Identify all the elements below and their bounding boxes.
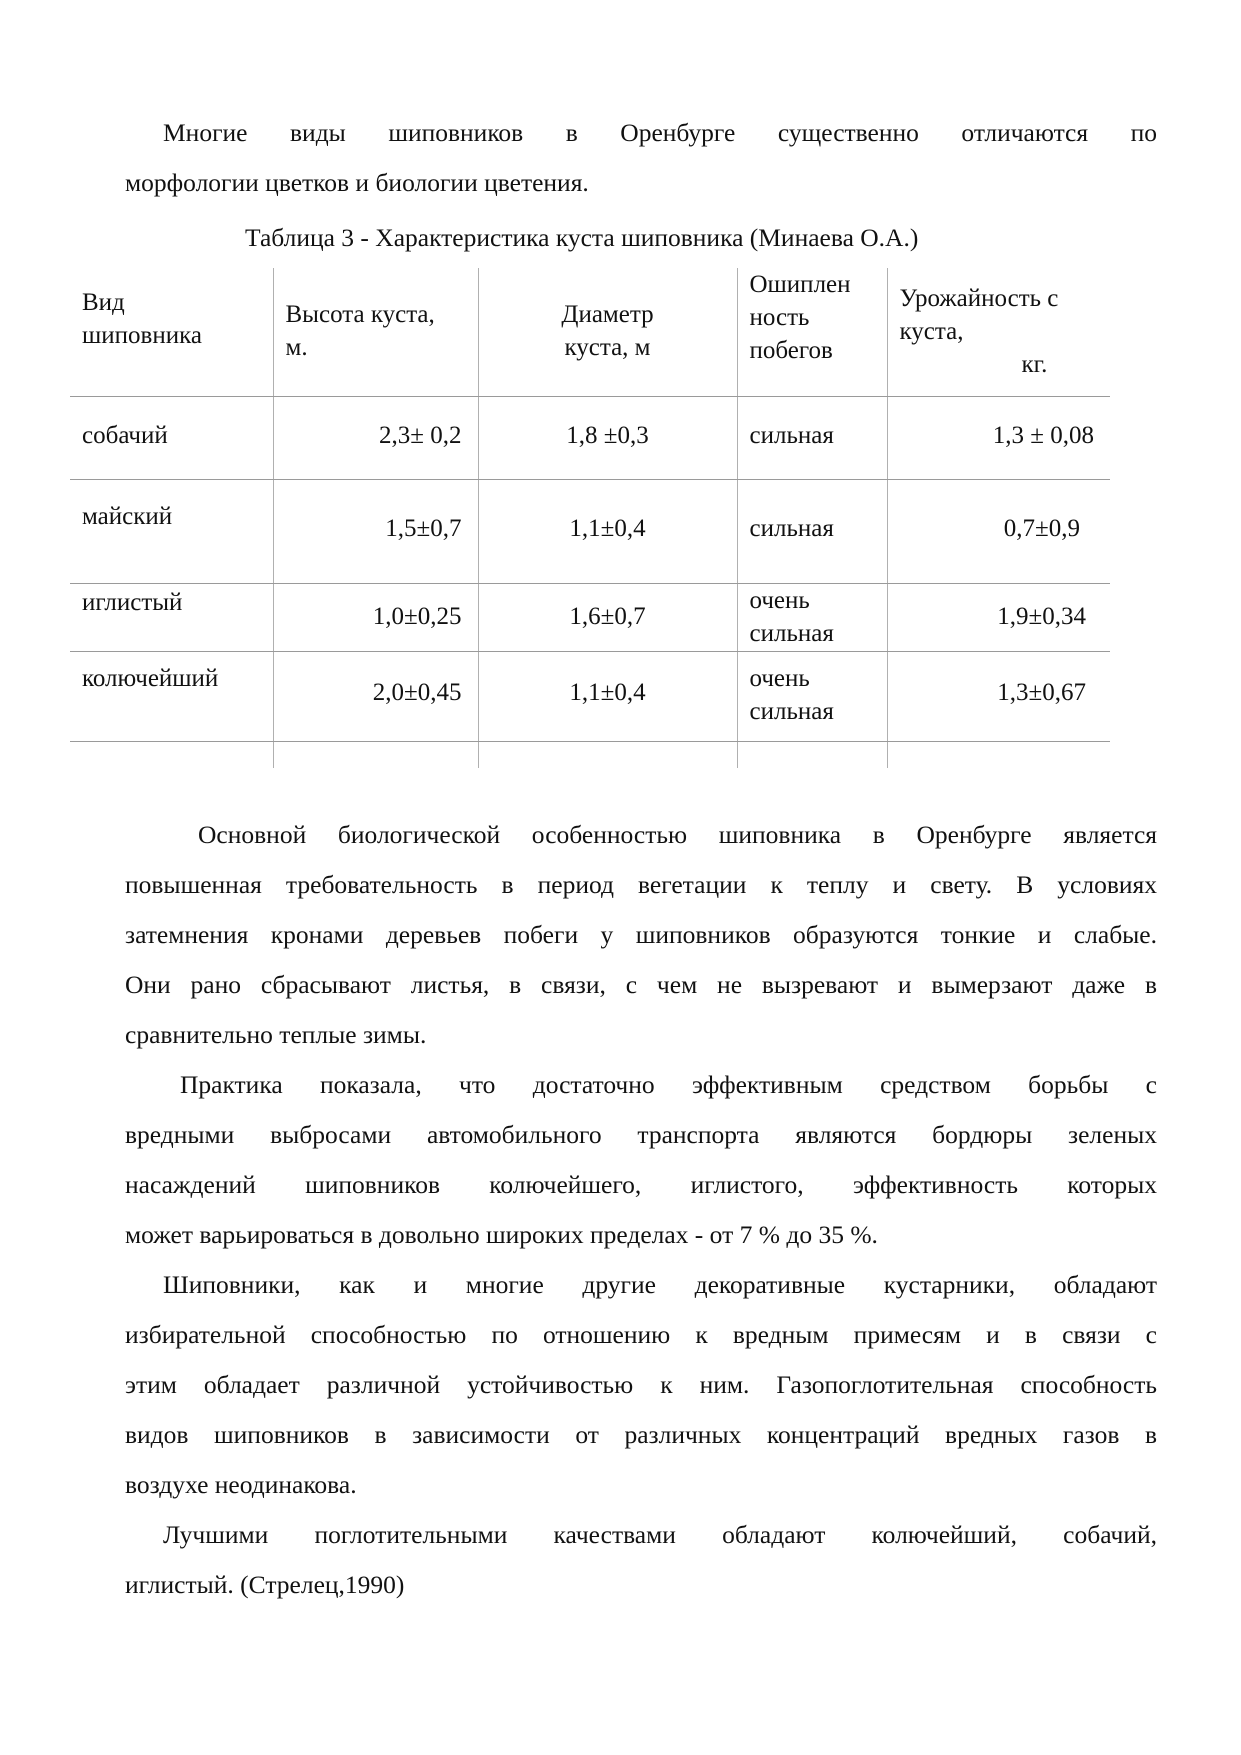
text-line: видов шиповников в зависимости от различных концентраций вредных газов в	[125, 1420, 1157, 1449]
table-row-empty	[70, 741, 1110, 768]
text-line: Многие виды шиповников в Оренбурге существенно отличаются по	[163, 118, 1157, 147]
table-row	[70, 479, 1110, 583]
cell-diameter: 1,8 ±0,3	[478, 396, 737, 479]
empty-cell	[70, 741, 273, 768]
header-yield	[887, 268, 1110, 396]
header-text: Диаметр	[561, 301, 654, 328]
cell-diameter: 1,1±0,4	[478, 479, 737, 583]
empty-cell	[887, 741, 1110, 768]
cell-thorniness	[737, 583, 887, 651]
header-thorniness	[737, 268, 887, 396]
empty-cell	[273, 741, 478, 768]
text-line: избирательной способностью по отношению к вредным примесям и в связи с	[125, 1320, 1157, 1349]
cell-thorniness	[737, 651, 887, 741]
table-header-row	[70, 268, 1110, 396]
cell-text: сильная	[749, 697, 834, 725]
text-line: насаждений шиповников колючейшего, иглистого, эффективность которых	[125, 1170, 1157, 1199]
empty-cell	[737, 741, 887, 768]
header-height	[273, 268, 478, 396]
header-text: м.	[285, 334, 308, 361]
table-caption: Таблица 3 - Характеристика куста шиповника (Минаева О.А.)	[245, 223, 919, 252]
cell-yield: 1,3 ± 0,08	[887, 396, 1110, 479]
shrub-characteristics-table	[70, 268, 1110, 768]
cell-species: колючейший	[70, 651, 273, 741]
text-line: этим обладает различной устойчивостью к ним. Газопоглотительная способность	[125, 1370, 1157, 1399]
cell-height: 2,3± 0,2	[273, 396, 478, 479]
cell-text: сильная	[749, 619, 834, 647]
header-text: куста,	[899, 318, 964, 345]
cell-thorniness: сильная	[737, 396, 887, 479]
paragraph-gas-absorption	[125, 1260, 1157, 1510]
header-text: Высота куста,	[285, 301, 435, 328]
paragraph-conclusion	[125, 1510, 1157, 1610]
header-diameter	[478, 268, 737, 396]
cell-yield: 1,9±0,34	[887, 583, 1110, 651]
table-row	[70, 583, 1110, 651]
cell-species: иглистый	[70, 583, 273, 651]
text-line: воздухе неодинакова.	[125, 1470, 357, 1499]
text-line: морфологии цветков и биологии цветения.	[125, 168, 589, 197]
text-line: Основной биологической особенностью шиповника в Оренбурге является	[198, 820, 1157, 849]
text-line: Практика показала, что достаточно эффективным средством борьбы с	[180, 1070, 1157, 1099]
header-text: Ошиплен	[749, 271, 851, 298]
cell-diameter: 1,6±0,7	[478, 583, 737, 651]
header-text: Вид	[82, 289, 125, 316]
cell-species: собачий	[70, 396, 273, 479]
table-row	[70, 396, 1110, 479]
cell-yield: 1,3±0,67	[887, 651, 1110, 741]
header-text: шиповника	[82, 322, 202, 349]
text-line: повышенная требовательность в период вегетации к теплу и свету. В условиях	[125, 870, 1157, 899]
header-text: кг.	[1021, 351, 1048, 378]
paragraph-biology	[125, 810, 1157, 1060]
header-text: куста, м	[564, 334, 651, 361]
cell-text: очень	[749, 664, 810, 692]
text-line: Лучшими поглотительными качествами обладают колючейший, собачий,	[163, 1520, 1157, 1549]
cell-height: 1,0±0,25	[273, 583, 478, 651]
cell-text: очень	[749, 586, 810, 614]
empty-cell	[478, 741, 737, 768]
cell-yield: 0,7±0,9	[887, 479, 1110, 583]
table-row	[70, 651, 1110, 741]
text-line: вредными выбросами автомобильного транспорта являются бордюры зеленых	[125, 1120, 1157, 1149]
cell-thorniness: сильная	[737, 479, 887, 583]
header-text: Урожайность с	[899, 285, 1059, 312]
cell-height: 1,5±0,7	[273, 479, 478, 583]
header-text: ность	[749, 304, 810, 331]
text-line: Шиповники, как и многие другие декоративные кустарники, обладают	[163, 1270, 1157, 1299]
text-line: Они рано сбрасывают листья, в связи, с чем не вызревают и вымерзают даже в	[125, 970, 1157, 999]
text-line: может варьироваться в довольно широких пределах - от 7 % до 35 %.	[125, 1220, 878, 1249]
paragraph-intro	[125, 108, 1157, 208]
text-line: сравнительно теплые зимы.	[125, 1020, 427, 1049]
cell-diameter: 1,1±0,4	[478, 651, 737, 741]
paragraph-practice	[125, 1060, 1157, 1260]
cell-species: майский	[70, 479, 273, 583]
text-line: затемнения кронами деревьев побеги у шиповников образуются тонкие и слабые.	[125, 920, 1157, 949]
text-line: иглистый. (Стрелец,1990)	[125, 1570, 405, 1599]
header-text: побегов	[749, 337, 833, 364]
cell-height: 2,0±0,45	[273, 651, 478, 741]
header-species	[70, 268, 273, 396]
